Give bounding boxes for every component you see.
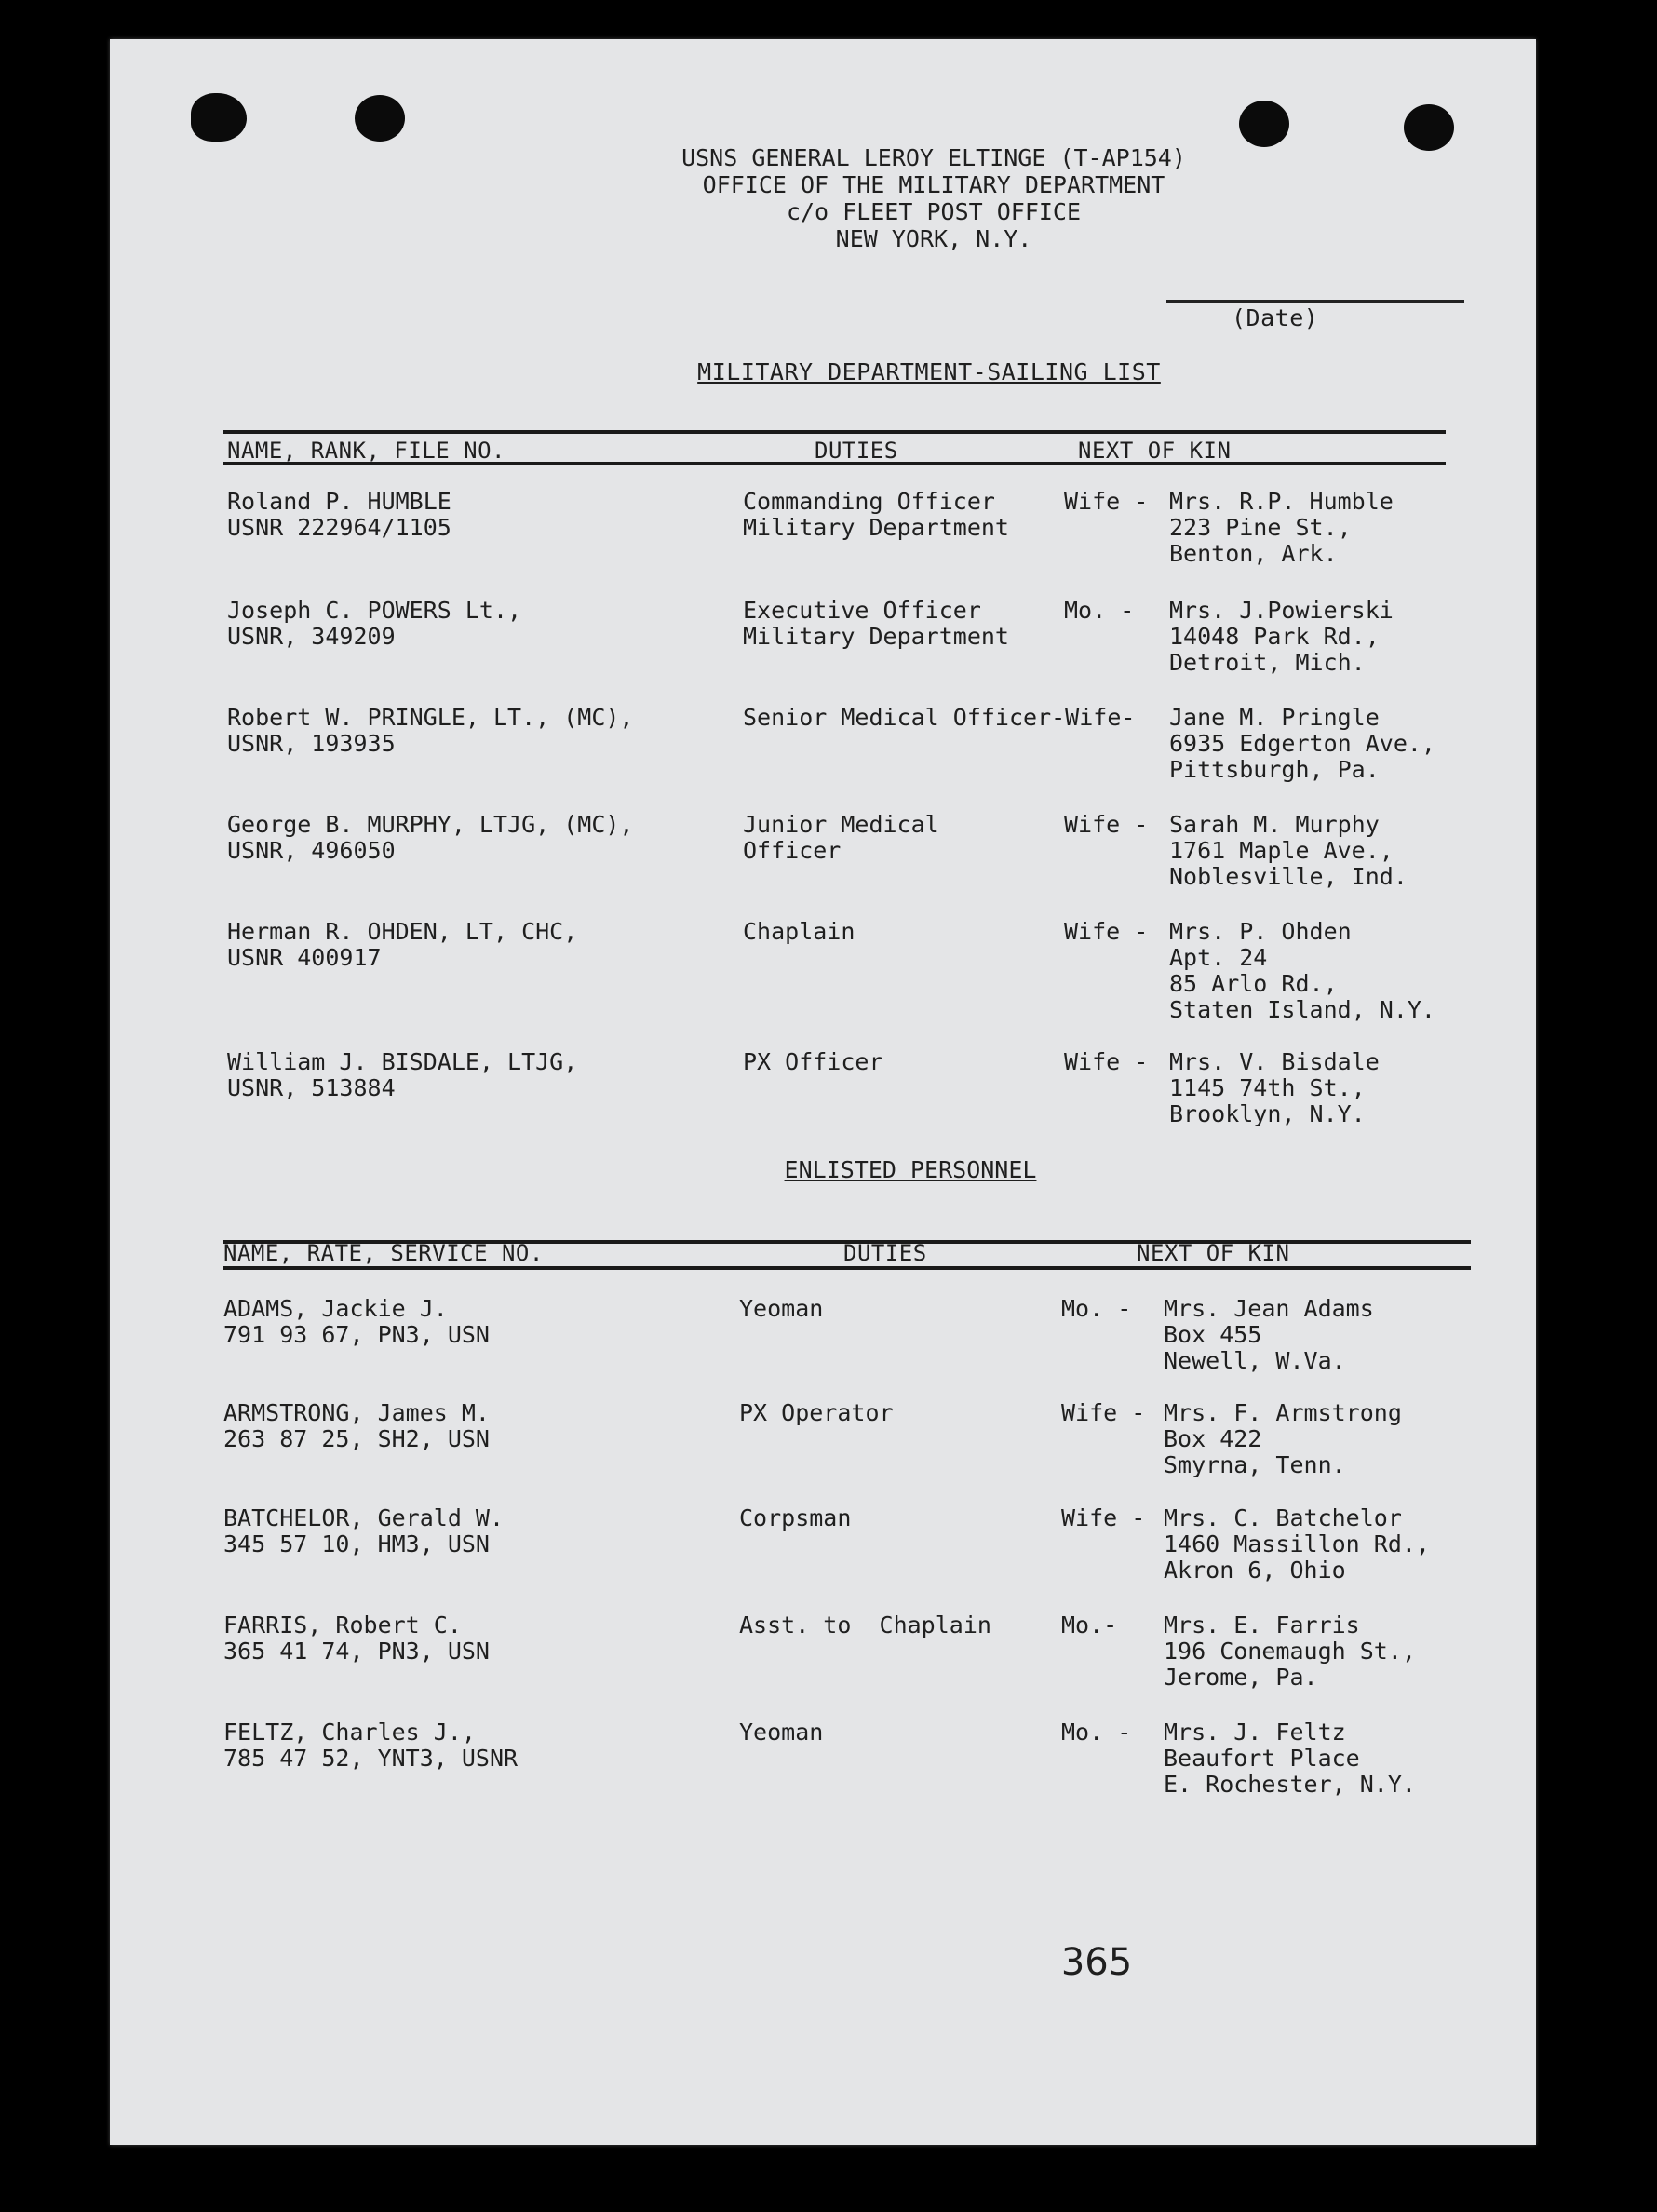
duties-line: Senior Medical Officer-Wife- [743, 704, 1136, 731]
binder-hole-torn [191, 93, 247, 142]
enlisted-section-title: ENLISTED PERSONNEL [784, 1156, 1037, 1183]
letterhead [608, 144, 1260, 252]
duties-line: Corpsman [739, 1504, 852, 1531]
person-name [223, 1296, 490, 1348]
next-of-kin-address-line: Mrs. E. Farris [1164, 1612, 1360, 1639]
person-name-line: ARMSTRONG, James M. [223, 1399, 490, 1426]
person-name-line: ADAMS, Jackie J. [223, 1295, 448, 1322]
duties-line: Yeoman [739, 1719, 824, 1746]
next-of-kin-address-line: Beaufort Place [1164, 1745, 1360, 1772]
person-name-line: Robert W. PRINGLE, LT., (MC), [227, 704, 634, 731]
duties [743, 598, 1009, 650]
duties-line: PX Operator [739, 1399, 894, 1426]
next-of-kin-address-line: Box 422 [1164, 1425, 1262, 1452]
duties-line: Military Department [743, 514, 1009, 541]
next-of-kin-address-line: Mrs. J.Powierski [1169, 597, 1394, 624]
person-name [223, 1400, 490, 1452]
next-of-kin-address-line: Mrs. J. Feltz [1164, 1719, 1346, 1746]
next-of-kin-address [1169, 812, 1408, 890]
person-name [227, 812, 634, 864]
next-of-kin-address-line: Apt. 24 [1169, 944, 1268, 971]
page-number: 365 [1060, 1941, 1133, 1984]
next-of-kin-address-line: Smyrna, Tenn. [1164, 1451, 1346, 1478]
column-header-duties: DUTIES [843, 1240, 927, 1266]
person-name-line: BATCHELOR, Gerald W. [223, 1504, 505, 1531]
column-header-name: NAME, RANK, FILE NO. [227, 438, 505, 464]
person-name-line: USNR 222964/1105 [227, 514, 451, 541]
next-of-kin-address-line: 196 Conemaugh St., [1164, 1638, 1416, 1665]
next-of-kin-address-line: Mrs. V. Bisdale [1169, 1048, 1380, 1075]
duties [743, 812, 939, 864]
person-name-line: FARRIS, Robert C. [223, 1612, 462, 1639]
document-title: MILITARY DEPARTMENT-SAILING LIST [697, 358, 1161, 385]
person-name-line: USNR, 513884 [227, 1074, 396, 1101]
next-of-kin-address-line: Mrs. R.P. Humble [1169, 488, 1394, 515]
next-of-kin-address-line: 223 Pine St., [1169, 514, 1352, 541]
duties-line: PX Officer [743, 1048, 883, 1075]
table-rule [223, 462, 1446, 465]
next-of-kin-address-line: Detroit, Mich. [1169, 649, 1366, 676]
next-of-kin-address-line: Mrs. Jean Adams [1164, 1295, 1374, 1322]
person-name [227, 1049, 577, 1101]
relationship: Wife - [1061, 1399, 1146, 1426]
duties-line: Asst. to Chaplain [739, 1612, 991, 1639]
person-name-line: 263 87 25, SH2, USN [223, 1425, 490, 1452]
relationship: Mo. - [1064, 597, 1135, 624]
column-header-duties: DUTIES [815, 438, 898, 464]
relationship: Mo. - [1061, 1295, 1132, 1322]
person-name-line: George B. MURPHY, LTJG, (MC), [227, 811, 634, 838]
person-name [227, 705, 634, 757]
next-of-kin-address-line: 14048 Park Rd., [1169, 623, 1380, 650]
duties-line: Officer [743, 837, 842, 864]
person-name [223, 1505, 504, 1558]
next-of-kin-address [1164, 1296, 1374, 1374]
next-of-kin-address-line: Jane M. Pringle [1169, 704, 1380, 731]
duties [739, 1505, 851, 1531]
document-page [110, 39, 1536, 2145]
letterhead-line: NEW YORK, N.Y. [835, 225, 1032, 252]
next-of-kin-address [1169, 705, 1435, 783]
duties [743, 1049, 883, 1075]
next-of-kin-address-line: Brooklyn, N.Y. [1169, 1100, 1366, 1127]
person-name [227, 489, 451, 541]
next-of-kin-address-line: Mrs. F. Armstrong [1164, 1399, 1402, 1426]
date-label: (Date) [1232, 304, 1319, 331]
column-header-next-of-kin: NEXT OF KIN [1137, 1240, 1290, 1266]
person-name-line: 785 47 52, YNT3, USNR [223, 1745, 519, 1772]
person-name-line: Herman R. OHDEN, LT, CHC, [227, 918, 578, 945]
table-rule [223, 430, 1446, 434]
relationship: Wife - [1061, 1504, 1146, 1531]
person-name-line: William J. BISDALE, LTJG, [227, 1048, 578, 1075]
next-of-kin-address-line: 1761 Maple Ave., [1169, 837, 1394, 864]
duties [739, 1400, 894, 1426]
next-of-kin-address-line: Box 455 [1164, 1321, 1262, 1348]
next-of-kin-address-line: 1145 74th St., [1169, 1074, 1366, 1101]
column-header-next-of-kin: NEXT OF KIN [1078, 438, 1232, 464]
person-name [227, 598, 521, 650]
person-name-line: USNR 400917 [227, 944, 382, 971]
relationship: Wife - [1064, 1048, 1149, 1075]
duties [743, 705, 1135, 731]
relationship: Wife - [1064, 811, 1149, 838]
next-of-kin-address [1169, 919, 1435, 1023]
next-of-kin-address-line: Benton, Ark. [1169, 540, 1338, 567]
next-of-kin-address-line: 1460 Massillon Rd., [1164, 1531, 1430, 1558]
duties [739, 1296, 823, 1322]
person-name-line: USNR, 349209 [227, 623, 396, 650]
duties-line: Chaplain [743, 918, 855, 945]
relationship: Wife - [1064, 488, 1149, 515]
person-name [223, 1720, 518, 1772]
next-of-kin-address-line: Staten Island, N.Y. [1169, 996, 1435, 1023]
person-name-line: 345 57 10, HM3, USN [223, 1531, 490, 1558]
next-of-kin-address-line: Pittsburgh, Pa. [1169, 756, 1380, 783]
person-name-line: 791 93 67, PN3, USN [223, 1321, 490, 1348]
person-name-line: USNR, 496050 [227, 837, 396, 864]
relationship: Mo.- [1061, 1612, 1118, 1639]
next-of-kin-address-line: Newell, W.Va. [1164, 1347, 1346, 1374]
column-header-name: NAME, RATE, SERVICE NO. [223, 1240, 544, 1266]
duties-line: Junior Medical [743, 811, 939, 838]
next-of-kin-address-line: E. Rochester, N.Y. [1164, 1771, 1416, 1798]
next-of-kin-address-line: 85 Arlo Rd., [1169, 970, 1338, 997]
person-name [223, 1612, 490, 1665]
duties [739, 1612, 991, 1639]
duties-line: Commanding Officer [743, 488, 995, 515]
relationship: Wife - [1064, 918, 1149, 945]
duties-line: Military Department [743, 623, 1009, 650]
next-of-kin-address [1164, 1612, 1416, 1691]
duties [739, 1720, 823, 1746]
next-of-kin-address [1169, 1049, 1380, 1127]
person-name-line: 365 41 74, PN3, USN [223, 1638, 490, 1665]
person-name [227, 919, 577, 971]
next-of-kin-address-line: Akron 6, Ohio [1164, 1557, 1346, 1584]
table-rule [223, 1266, 1471, 1270]
person-name-line: FELTZ, Charles J., [223, 1719, 476, 1746]
duties-line: Yeoman [739, 1295, 824, 1322]
next-of-kin-address [1169, 489, 1394, 567]
relationship: Mo. - [1061, 1719, 1132, 1746]
next-of-kin-address [1164, 1720, 1416, 1798]
binder-hole [355, 95, 405, 142]
next-of-kin-address-line: Mrs. C. Batchelor [1164, 1504, 1402, 1531]
letterhead-line: USNS GENERAL LEROY ELTINGE (T-AP154) [681, 144, 1186, 171]
next-of-kin-address-line: Noblesville, Ind. [1169, 863, 1408, 890]
person-name-line: Roland P. HUMBLE [227, 488, 451, 515]
date-line [1166, 300, 1464, 303]
person-name-line: Joseph C. POWERS Lt., [227, 597, 522, 624]
next-of-kin-address-line: 6935 Edgerton Ave., [1169, 730, 1435, 757]
next-of-kin-address-line: Sarah M. Murphy [1169, 811, 1380, 838]
letterhead-line: c/o FLEET POST OFFICE [786, 198, 1082, 225]
next-of-kin-address [1164, 1505, 1430, 1584]
next-of-kin-address-line: Mrs. P. Ohden [1169, 918, 1352, 945]
duties-line: Executive Officer [743, 597, 981, 624]
duties [743, 489, 1009, 541]
letterhead-line: OFFICE OF THE MILITARY DEPARTMENT [702, 171, 1165, 198]
duties [743, 919, 855, 945]
next-of-kin-address-line: Jerome, Pa. [1164, 1664, 1318, 1691]
binder-hole [1239, 101, 1289, 147]
next-of-kin-address [1164, 1400, 1402, 1478]
person-name-line: USNR, 193935 [227, 730, 396, 757]
binder-hole [1404, 104, 1454, 151]
next-of-kin-address [1169, 598, 1394, 676]
